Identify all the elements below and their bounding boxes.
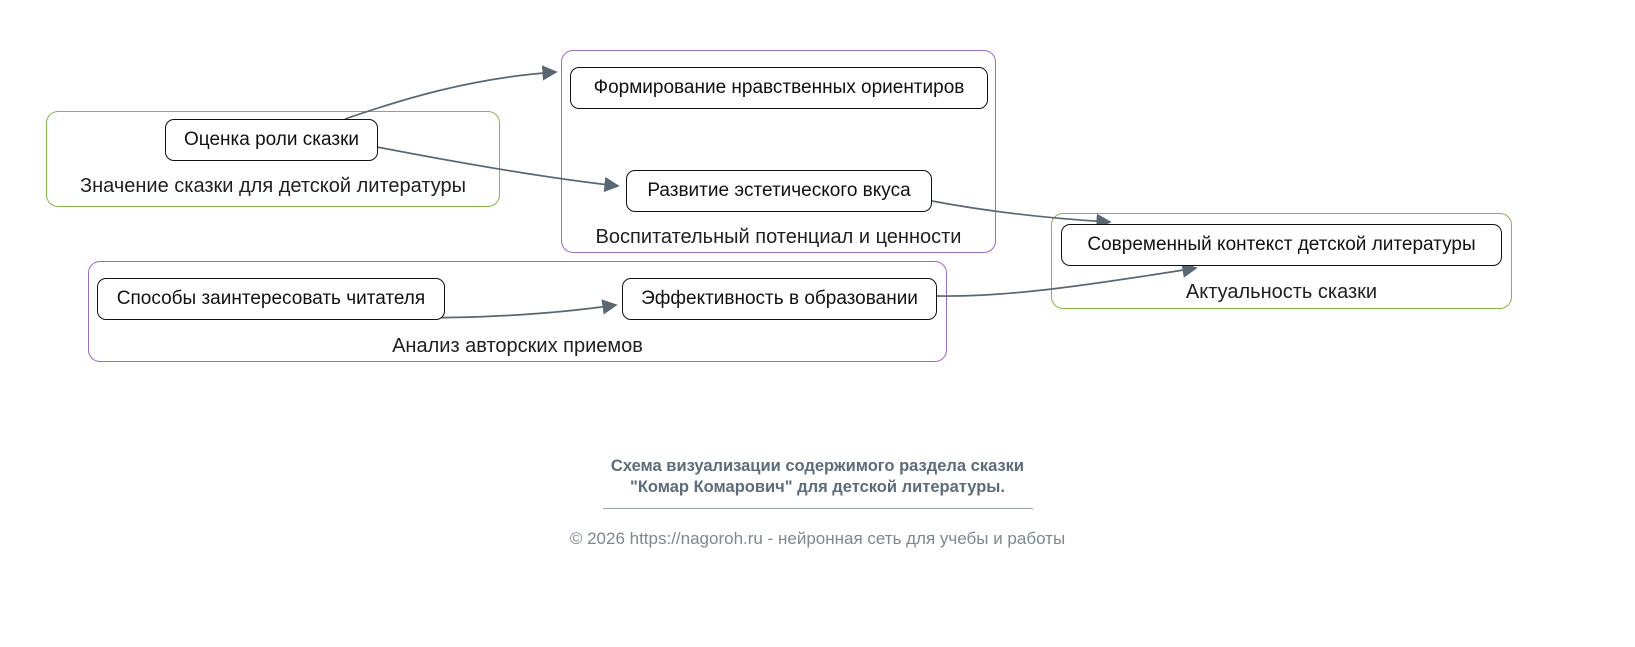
node-formirovanie-nravstvennyh-orientirov[interactable] <box>570 67 988 109</box>
node-sovremennyj-kontekst[interactable] <box>1061 224 1502 266</box>
caption-line-1: Схема визуализации содержимого раздела сказки <box>610 457 1025 475</box>
node-razvitie-esteticheskogo-vkusa[interactable] <box>626 170 932 212</box>
cluster-label-analiz-priemov: Анализ авторских приемов <box>392 335 643 357</box>
node-label: Оценка роли сказки <box>184 129 359 150</box>
node-sposoby-zainteresovat-chitatelya[interactable] <box>97 278 445 320</box>
footer-copyright: © 2026 https://nagoroh.ru - нейронная сеть для учебы и работы <box>569 529 1066 548</box>
node-label: Развитие эстетического вкуса <box>647 180 911 201</box>
node-label: Современный контекст детской литературы <box>1087 234 1476 255</box>
cluster-label-vospitatelnyj-potencial: Воспитательный потенциал и ценности <box>595 226 962 248</box>
node-label: Способы заинтересовать читателя <box>116 288 426 309</box>
caption-line-2: "Комар Комарович" для детской литературы. <box>630 478 1005 496</box>
node-label: Формирование нравственных ориентиров <box>593 77 965 98</box>
node-ocenka-roli-skazki[interactable] <box>165 119 378 161</box>
cluster-label-znachenie-skazki: Значение сказки для детской литературы <box>80 175 466 197</box>
cluster-label-aktualnost-skazki: Актуальность сказки <box>1185 281 1378 303</box>
node-effektivnost-v-obrazovanii[interactable] <box>622 278 937 320</box>
caption-divider <box>603 508 1033 509</box>
node-label: Эффективность в образовании <box>641 288 918 309</box>
